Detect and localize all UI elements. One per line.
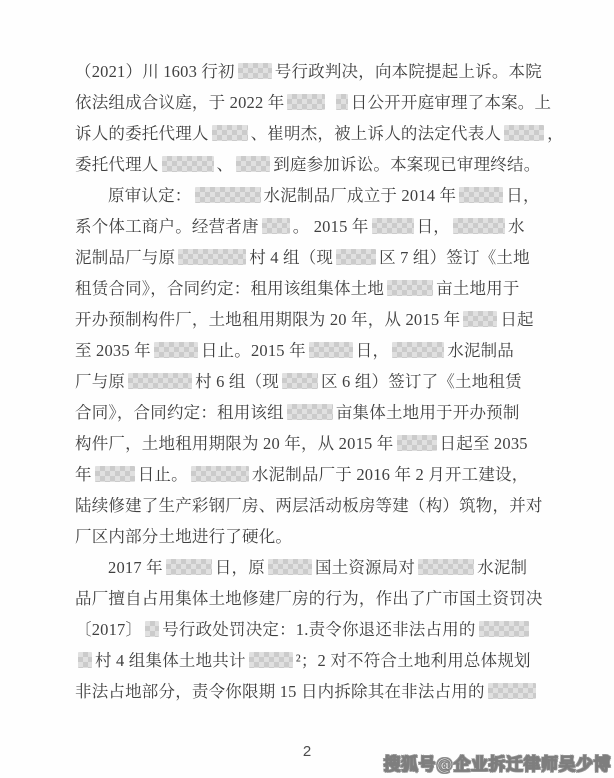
text-line: 厂区内部分土地进行了硬化。 [75, 527, 293, 546]
redaction-block [95, 466, 135, 482]
text-line: 年 日止。 水泥制品厂于 2016 年 2 月开工建设， [75, 465, 529, 484]
text-line: 厂与原 村 6 组（现 区 6 组）签订了《土地租赁 [75, 372, 522, 391]
text-line: 依法组成合议庭，于 2022 年 日公开开庭审理了本案。上 [75, 93, 552, 112]
redaction-block [178, 249, 246, 265]
redaction-block [392, 342, 444, 358]
redaction-block [488, 683, 536, 699]
redaction-block [336, 94, 348, 110]
text-line: 诉人的委托代理人 、崔明杰，被上诉人的法定代表人 ， [75, 124, 564, 143]
redaction-block [191, 466, 249, 482]
redaction-block [453, 218, 505, 234]
text-line: 构件厂，土地租用期限为 20 年，从 2015 年 日起至 2035 [75, 434, 528, 453]
text-line: 原审认定： 水泥制品厂成立于 2014 年 日， [108, 186, 540, 205]
redaction-block [479, 621, 529, 637]
text-line: （2021）川 1603 行初 号行政判决，向本院提起上诉。本院 [75, 62, 542, 81]
text-line: 系个体工商户。经营者唐 。 2015 年 日， 水 [75, 217, 525, 236]
page-number: 2 [302, 743, 312, 760]
redaction-block [236, 156, 270, 172]
text-line: 泥制品厂与原 村 4 组（现 区 7 组）签订《土地 [75, 248, 530, 267]
redaction-block [249, 652, 293, 668]
text-line: 〔2017〕 号行政处罚决定：1.责令你退还非法占用的 [75, 614, 542, 645]
document-body [75, 56, 564, 707]
redaction-block [459, 187, 503, 203]
text-line: 村 4 组集体土地共计 ²；2 对不符合土地利用总体规划 [75, 645, 542, 676]
text-line: 合同》，合同约定：租用该组 亩集体土地用于开办预制 [75, 403, 520, 422]
redaction-block [195, 187, 261, 203]
redaction-block [166, 559, 212, 575]
redaction-block [78, 652, 92, 668]
text-line: 开办预制构件厂，土地租用期限为 20 年，从 2015 年 日起 [75, 310, 534, 329]
redaction-block [128, 373, 192, 389]
redaction-block [282, 373, 318, 389]
text-line: 至 2035 年 日止。2015 年 日， 水泥制品 [75, 341, 515, 360]
text-line: 2017 年 日，原 国土资源局对 水泥制 [108, 558, 528, 577]
text-line: 陆续修建了生产彩钢厂房、两层活动板房等建（构）筑物，并对 [75, 496, 543, 515]
redaction-block [162, 156, 214, 172]
redaction-block [238, 63, 272, 79]
text-line: 租赁合同》，合同约定：租用该组集体土地 亩土地用于 [75, 279, 520, 298]
redaction-block [154, 342, 198, 358]
redaction-block [212, 125, 248, 141]
redaction-block [463, 311, 497, 327]
text-line: 委托代理人 、 到庭参加诉讼。本案现已审理终结。 [75, 155, 541, 174]
redaction-block [504, 125, 544, 141]
redaction-block [387, 280, 433, 296]
redaction-block [397, 435, 437, 451]
text-line: 非法占地部分，责令你限期 15 日内拆除其在非法占用的 [75, 676, 542, 707]
redaction-block [336, 249, 376, 265]
redaction-block [287, 94, 325, 110]
redaction-block [372, 218, 414, 234]
watermark: 搜狐号@企业拆迁律师吴少博 [383, 755, 611, 775]
redaction-block [268, 559, 312, 575]
redaction-block [418, 559, 474, 575]
text-line: 品厂擅自占用集体土地修建厂房的行为，作出了广市国土资罚决 [75, 589, 543, 608]
redaction-block [309, 342, 353, 358]
redaction-block [145, 621, 159, 637]
redaction-block [262, 218, 290, 234]
redaction-block [287, 404, 333, 420]
